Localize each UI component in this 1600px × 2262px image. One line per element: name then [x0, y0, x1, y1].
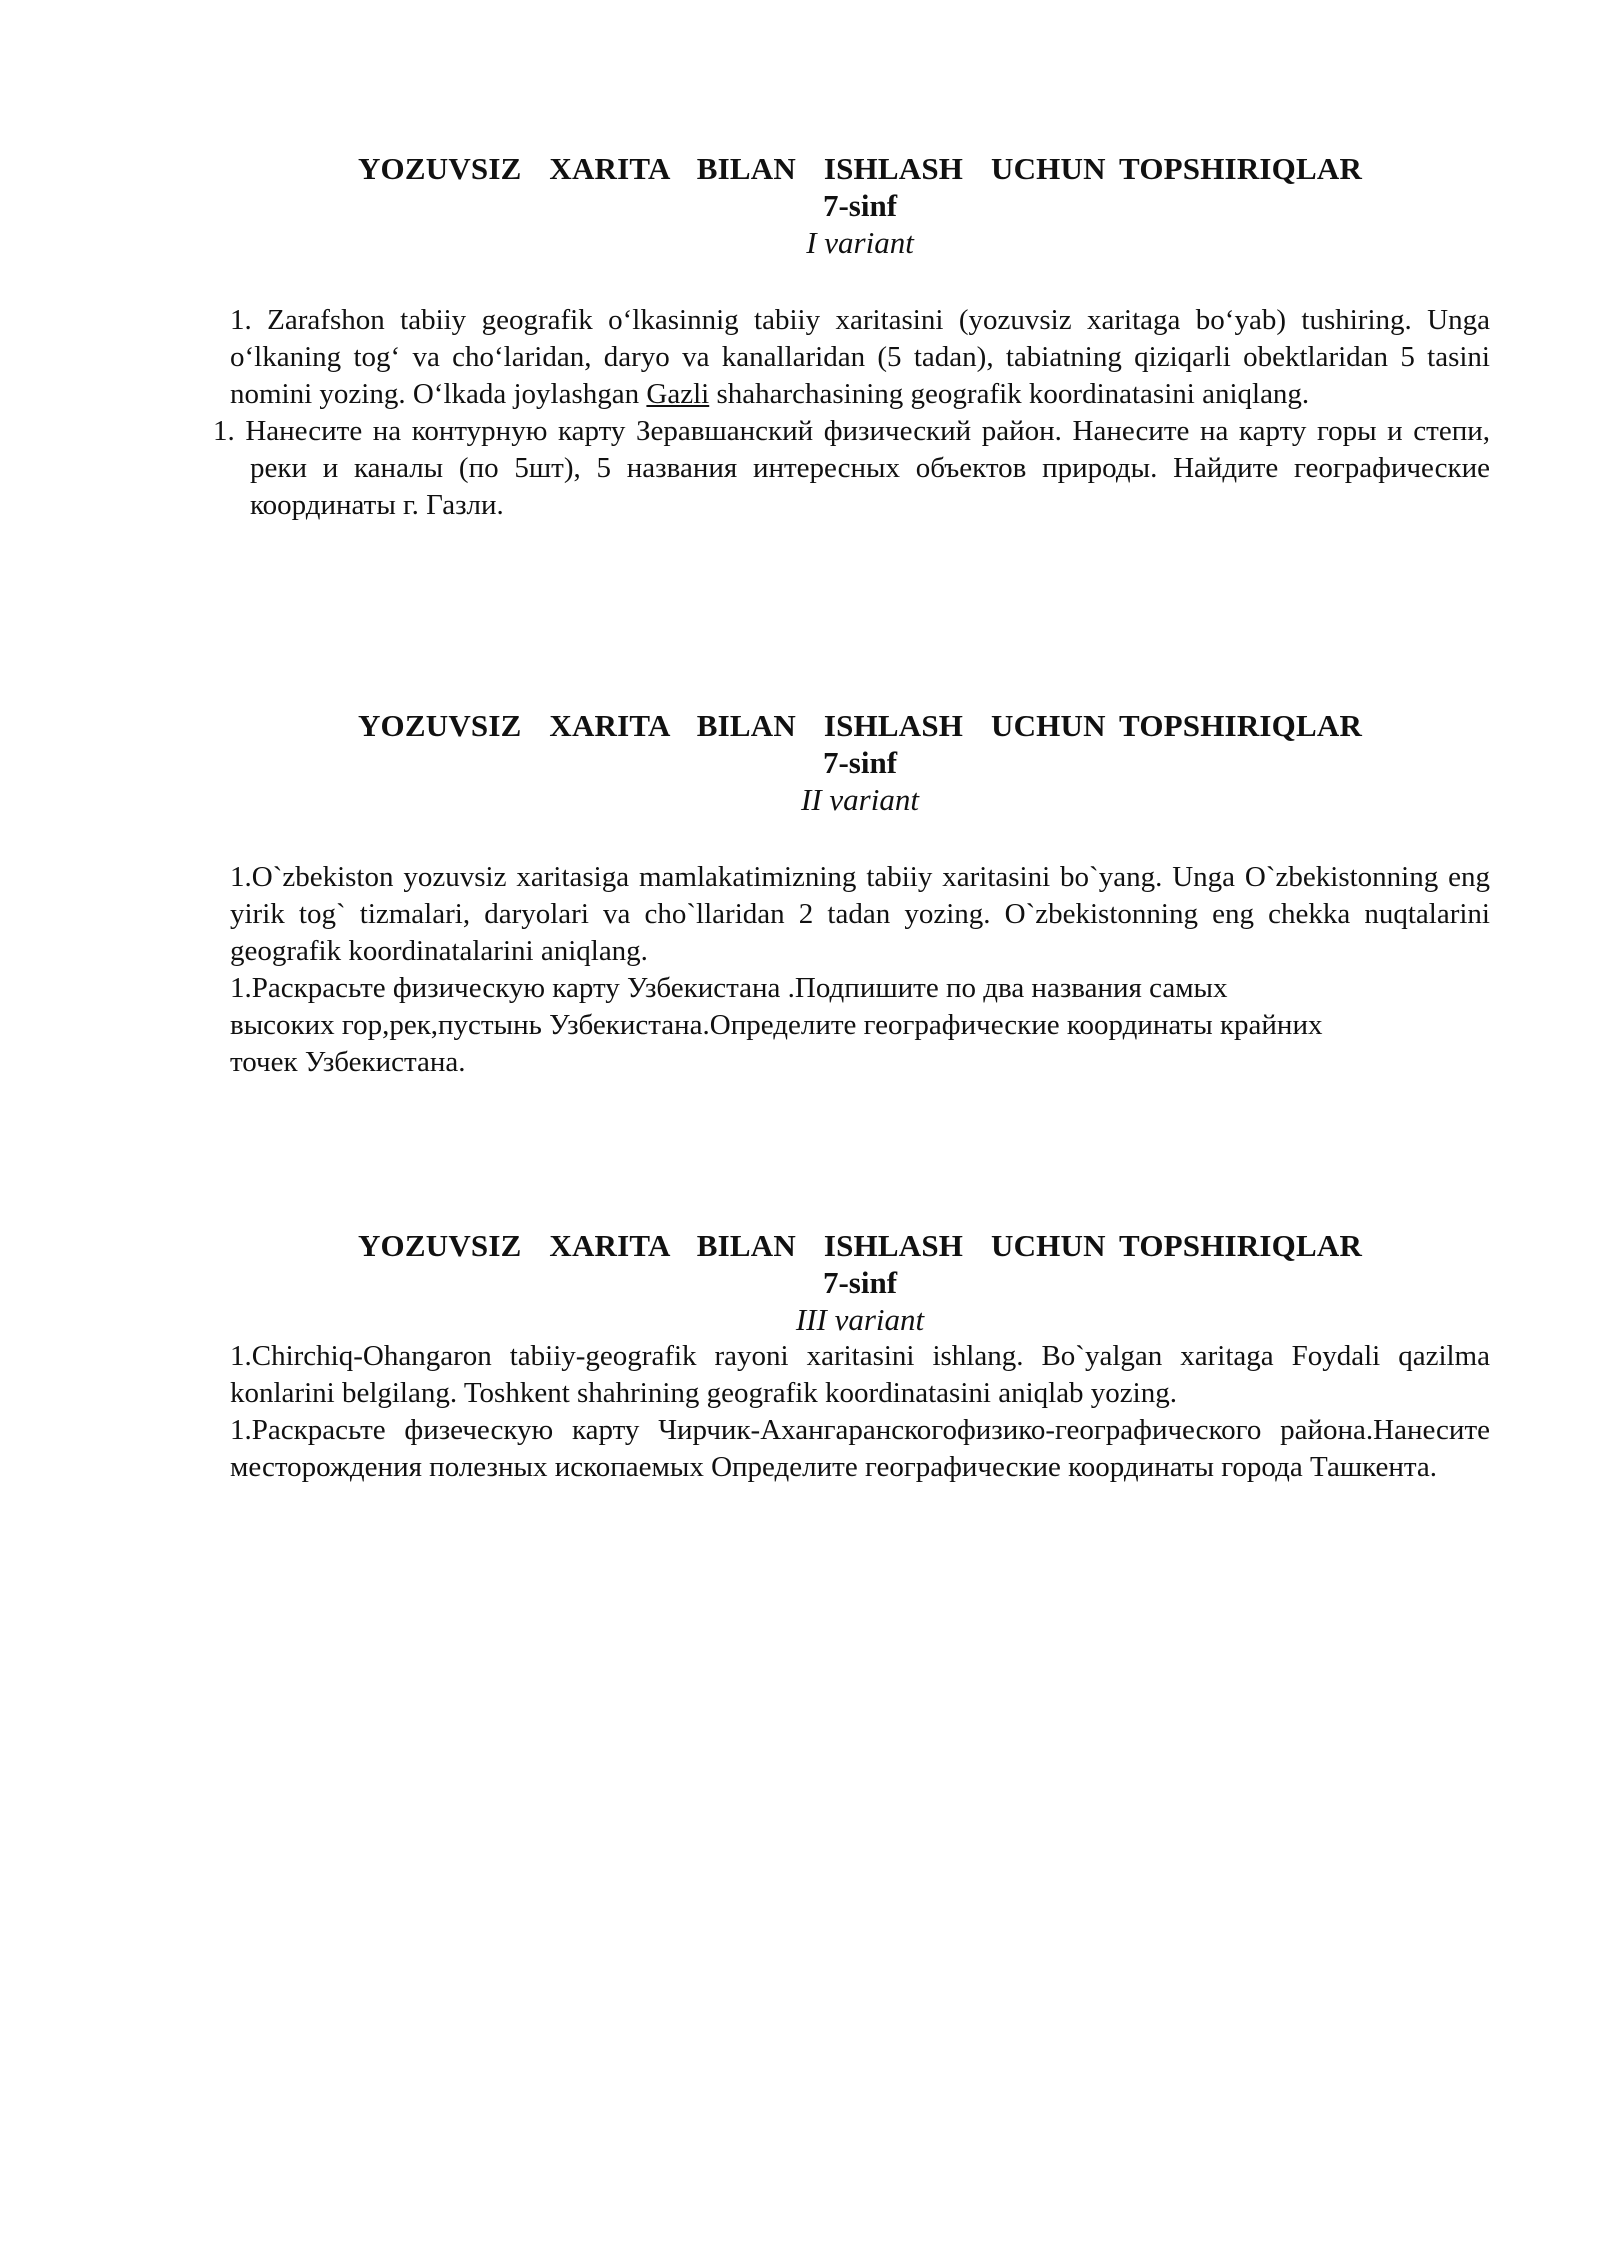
variant-2-task-ru-line-3: точек Узбекистана.	[230, 1046, 466, 1078]
variant-2-header	[230, 707, 1490, 818]
variant-3-header	[230, 1227, 1490, 1338]
variant-1-section	[213, 150, 1490, 524]
variant-1-grade: 7-sinf	[822, 188, 898, 223]
variant-1-task-uz-part2: shaharchasining geografik koordinatasini aniqlang.	[709, 378, 1310, 410]
variant-3-grade: 7-sinf	[822, 1265, 898, 1300]
variant-3-section	[230, 1227, 1490, 1486]
variant-3-title: YOZUVSIZ XARITA BILAN ISHLASH UCHUN TOPSHIRIQLAR	[357, 1228, 1363, 1263]
variant-2-title: YOZUVSIZ XARITA BILAN ISHLASH UCHUN TOPSHIRIQLAR	[357, 708, 1363, 743]
variant-2-task-uz: 1.O`zbekiston yozuvsiz xaritasiga mamlakatimizning tabiiy xaritasini bo`yang. Unga O`zbekistonning eng yirik tog` tizmalari, daryolari va cho`llaridan 2 tadan yozing. O`zbekistonning eng chekka nuqtalarini geografik koordinatalarini aniqlang.	[230, 861, 1490, 967]
spacer	[230, 818, 1490, 859]
variant-2-task-ru-line-2: высоких гор,рек,пустынь Узбекистана.Определите географические координаты крайних	[230, 1009, 1323, 1041]
variant-2-label: II variant	[801, 782, 919, 817]
variant-2-section	[230, 707, 1490, 1081]
variant-1-title: YOZUVSIZ XARITA BILAN ISHLASH UCHUN TOPSHIRIQLAR	[357, 151, 1363, 186]
variant-1-task-ru: 1. Нанесите на контурную карту Зеравшанский физический район. Нанесите на карту горы и степи, реки и каналы (по 5шт), 5 названия интересных объектов природы. Найдите географические координаты г. Газли.	[213, 415, 1490, 521]
variant-1-label: I variant	[806, 225, 914, 260]
variant-3-task-ru: 1.Раскрасьте физеческую карту Чирчик-Ахангаранскогофизико-географического района.Нанесите месторождения полезных ископаемых Определите географические координаты города Ташкента.	[230, 1414, 1490, 1483]
variant-3-task-uz: 1.Chirchiq-Ohangaron tabiiy-geografik rayoni xaritasini ishlang. Bo`yalgan xaritaga Foydali qazilma konlarini belgilang. Toshkent shahrining geografik koordinatasini aniqlab yozing.	[230, 1340, 1490, 1409]
variant-1-task-uz-part1: 1. Zarafshon tabiiy geografik o‘lkasinnig tabiiy xaritasini (yozuvsiz xaritaga bo‘yab) tushiring. Unga o‘lkaning tog‘ va cho‘laridan, daryo va kanallaridan (5 tadan), tabiatning qiziqarli obektlaridan 5 tasini nomini yozing. O‘lkada joylashgan	[230, 304, 1490, 410]
variant-3-label: III variant	[795, 1302, 925, 1337]
variant-1-task-uz-city: Gazli	[646, 378, 710, 410]
variant-2-task-ru-line-1: 1.Раскрасьте физическую карту Узбекистана .Подпишите по два названия самых	[230, 972, 1228, 1004]
variant-2-grade: 7-sinf	[822, 745, 898, 780]
variant-1-task-uz	[230, 302, 1490, 413]
spacer	[230, 261, 1490, 302]
variant-1-header	[230, 150, 1490, 261]
